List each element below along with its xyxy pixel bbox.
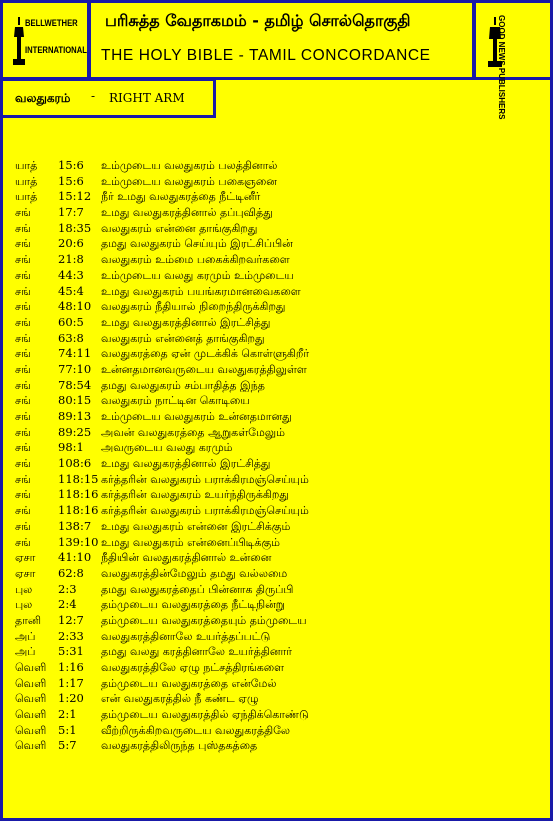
list-item bbox=[15, 738, 535, 754]
verse-reference: 21:8 bbox=[58, 252, 84, 267]
book-abbrev: சங் bbox=[15, 410, 31, 423]
verse-text: கர்த்தரின் வலதுகரம் உயர்ந்திருக்கிறது bbox=[101, 488, 289, 502]
verse-reference: 108:6 bbox=[58, 456, 92, 471]
verse-reference: 15:12 bbox=[58, 189, 92, 204]
verse-reference: 139:10 bbox=[58, 534, 99, 549]
book-abbrev: சங் bbox=[15, 253, 31, 267]
verse-text: வலதுகரம் என்னைத் தாங்குகிறது bbox=[101, 331, 265, 345]
book-abbrev: சங் bbox=[15, 284, 31, 298]
book-abbrev: சங் bbox=[15, 504, 31, 518]
verse-text: வலதுகரத்தின்மேலும் தமது வல்லமை bbox=[101, 566, 288, 580]
verse-reference: 1:17 bbox=[58, 675, 84, 690]
book-abbrev: வெளி bbox=[15, 739, 47, 753]
list-item bbox=[15, 346, 535, 362]
list-item bbox=[15, 629, 535, 645]
book-abbrev: சங் bbox=[15, 347, 31, 361]
list-item bbox=[15, 440, 535, 456]
verse-text: என் வலதுகரத்தில் நீ கண்ட ஏழு bbox=[101, 692, 259, 706]
verse-text: தமது வலதுகரம் செய்யும் இரட்சிப்பின் bbox=[101, 237, 293, 251]
book-abbrev: புல bbox=[15, 582, 33, 596]
verse-text: வலதுகரத்தினாலே உயர்த்தப்பட்டு bbox=[101, 629, 271, 643]
verse-reference: 62:8 bbox=[58, 565, 84, 580]
verse-text: தமது வலது கரத்தினாலே உயர்த்தினார் bbox=[101, 645, 292, 659]
list-item bbox=[15, 613, 535, 629]
good-news-logo bbox=[473, 0, 553, 120]
verse-text: உமது வலதுகரத்தினால் இரட்சித்து bbox=[101, 315, 271, 329]
list-item bbox=[15, 691, 535, 707]
book-abbrev: வெளி bbox=[15, 676, 47, 690]
verse-text: நீர் உமது வலதுகரத்தை நீட்டினீர் bbox=[101, 190, 261, 204]
subject-box bbox=[0, 78, 216, 118]
verse-reference: 1:16 bbox=[58, 660, 84, 674]
verse-text: கர்த்தரின் வலதுகரம் பராக்கிரமஞ்செய்யும் bbox=[101, 504, 309, 518]
bellwether-emblem-icon bbox=[13, 17, 25, 67]
book-abbrev: சங் bbox=[15, 394, 31, 408]
verse-text: உம்முடைய வலதுகரம் உன்னதமானது bbox=[101, 410, 292, 423]
book-abbrev: வெளி bbox=[15, 708, 47, 722]
list-item bbox=[15, 503, 535, 519]
book-abbrev: சங் bbox=[15, 221, 31, 235]
verse-text: உமது வலதுகரம் என்னை இரட்சிக்கும் bbox=[101, 519, 291, 533]
list-item bbox=[15, 582, 535, 598]
list-item bbox=[15, 174, 535, 190]
verse-reference: 138:7 bbox=[58, 518, 92, 533]
title-tamil: பரிசுத்த வேதாகமம் - தமிழ் சொல்தொகுதி bbox=[105, 11, 411, 30]
book-abbrev: சங் bbox=[15, 519, 31, 533]
verse-reference: 74:11 bbox=[58, 346, 92, 361]
concordance-list bbox=[15, 158, 535, 754]
verse-text: அவருடைய வலது கரமும் bbox=[101, 441, 233, 455]
verse-reference: 5:7 bbox=[58, 738, 77, 753]
list-item bbox=[15, 268, 535, 284]
verse-text: வலதுகரம் என்னை தாங்குகிறது bbox=[101, 221, 258, 235]
bellwether-logo-text bbox=[25, 17, 87, 57]
verse-reference: 20:6 bbox=[58, 236, 84, 251]
verse-reference: 12:7 bbox=[58, 612, 84, 627]
book-abbrev: ஏசா bbox=[15, 566, 36, 580]
verse-text: கர்த்தரின் வலதுகரம் பராக்கிரமஞ்செய்யும் bbox=[101, 472, 309, 486]
verse-text: உம்முடைய வலது கரமும் உம்முடைய bbox=[101, 268, 294, 282]
verse-reference: 15:6 bbox=[58, 173, 84, 188]
list-item bbox=[15, 284, 535, 300]
book-abbrev: அப் bbox=[15, 629, 36, 643]
verse-reference: 48:10 bbox=[58, 299, 92, 314]
verse-text: உமது வலதுகரம் என்னைப்பிடிக்கும் bbox=[101, 535, 281, 549]
verse-reference: 5:31 bbox=[58, 644, 84, 659]
book-abbrev: சங் bbox=[15, 488, 31, 502]
list-item bbox=[15, 707, 535, 723]
verse-text: தம்முடைய வலதுகரத்தை நீட்டிநின்று bbox=[101, 598, 286, 612]
verse-reference: 89:25 bbox=[58, 424, 92, 439]
verse-text: தம்முடைய வலதுகரத்தையும் தம்முடைய bbox=[101, 613, 307, 627]
list-item bbox=[15, 566, 535, 582]
list-item bbox=[15, 236, 535, 252]
verse-text: வலதுகரத்தை ஏன் முடக்கிக் கொள்ளுகிறீர் bbox=[101, 347, 310, 361]
verse-text: உமது வலதுகரம் பயங்கரமானவைகளை bbox=[101, 284, 301, 298]
good-news-logo-label: GOOD NEWS PUBLISHERS bbox=[497, 15, 506, 120]
list-item bbox=[15, 378, 535, 394]
book-abbrev: சங் bbox=[15, 457, 31, 471]
book-abbrev: சங் bbox=[15, 331, 31, 345]
book-abbrev: வெளி bbox=[15, 723, 47, 737]
list-item bbox=[15, 535, 535, 551]
list-item bbox=[15, 221, 535, 237]
book-abbrev: சங் bbox=[15, 315, 31, 329]
verse-text: உம்முடைய வலதுகரம் பகைஞனை bbox=[101, 174, 277, 188]
verse-reference: 5:1 bbox=[58, 722, 77, 737]
book-abbrev: சங் bbox=[15, 300, 31, 314]
verse-text: உமது வலதுகரத்தினால் இரட்சித்து bbox=[101, 457, 271, 471]
list-item bbox=[15, 660, 535, 676]
verse-text: வலதுகரம் நாட்டின கொடியை bbox=[101, 394, 250, 408]
book-abbrev: சங் bbox=[15, 378, 31, 392]
book-abbrev: சங் bbox=[15, 362, 31, 376]
book-abbrev: ஏசா bbox=[15, 551, 36, 565]
book-abbrev: அப் bbox=[15, 645, 36, 659]
verse-text: தமது வலதுகரம் சம்பாதித்த இந்த bbox=[101, 378, 265, 392]
list-item bbox=[15, 456, 535, 472]
verse-reference: 41:10 bbox=[58, 550, 92, 565]
list-item bbox=[15, 472, 535, 488]
book-abbrev: சங் bbox=[15, 237, 31, 251]
verse-reference: 15:6 bbox=[58, 158, 84, 172]
list-item bbox=[15, 597, 535, 613]
subject-dash: - bbox=[91, 89, 96, 103]
verse-reference: 80:15 bbox=[58, 393, 92, 408]
verse-text: நீதியின் வலதுகரத்தினால் உன்னை bbox=[101, 551, 272, 565]
verse-reference: 118:16 bbox=[58, 503, 99, 518]
list-item bbox=[15, 205, 535, 221]
book-abbrev: யாத் bbox=[15, 159, 38, 172]
verse-text: வலதுகரத்திலே ஏழு நட்சத்திரங்களை bbox=[101, 661, 285, 674]
verse-reference: 18:35 bbox=[58, 220, 92, 235]
list-item bbox=[15, 644, 535, 660]
verse-text: தம்முடைய வலதுகரத்தை என்மேல் bbox=[101, 676, 277, 690]
verse-text: உம்முடைய வலதுகரம் பலத்தினால் bbox=[101, 159, 278, 172]
list-item bbox=[15, 189, 535, 205]
list-item bbox=[15, 519, 535, 535]
verse-reference: 2:3 bbox=[58, 581, 77, 596]
list-item bbox=[15, 393, 535, 409]
verse-reference: 45:4 bbox=[58, 283, 84, 298]
book-abbrev: சங் bbox=[15, 535, 31, 549]
verse-text: வலதுகரத்திலிருந்த புஸ்தகத்தை bbox=[101, 739, 258, 753]
list-item bbox=[15, 362, 535, 378]
book-abbrev: வெளி bbox=[15, 692, 47, 706]
verse-text: தம்முடைய வலதுகரத்தில் ஏந்திக்கொண்டு bbox=[101, 708, 309, 722]
verse-reference: 2:1 bbox=[58, 707, 77, 722]
verse-reference: 44:3 bbox=[58, 267, 84, 282]
verse-reference: 89:13 bbox=[58, 409, 92, 423]
subject-tamil: வலதுகரம் bbox=[15, 91, 71, 105]
book-abbrev: யாத் bbox=[15, 174, 38, 188]
list-item bbox=[15, 550, 535, 566]
title-english: THE HOLY BIBLE - TAMIL CONCORDANCE bbox=[101, 47, 431, 64]
verse-text: உமது வலதுகரத்தினால் தப்புவித்து bbox=[101, 206, 273, 220]
verse-reference: 118:16 bbox=[58, 487, 99, 502]
book-abbrev: சங் bbox=[15, 268, 31, 282]
list-item bbox=[15, 676, 535, 692]
verse-reference: 98:1 bbox=[58, 440, 84, 455]
list-item bbox=[15, 723, 535, 739]
verse-text: உன்னதமானவருடைய வலதுகரத்திலுள்ள bbox=[101, 362, 307, 376]
verse-reference: 77:10 bbox=[58, 361, 92, 376]
subject-english: RIGHT ARM bbox=[109, 91, 185, 105]
list-item bbox=[15, 331, 535, 347]
bellwether-logo bbox=[0, 0, 90, 80]
list-item bbox=[15, 252, 535, 268]
book-abbrev: தானி bbox=[15, 613, 42, 627]
list-item bbox=[15, 409, 535, 425]
verse-reference: 60:5 bbox=[58, 314, 84, 329]
verse-reference: 17:7 bbox=[58, 205, 84, 220]
list-item bbox=[15, 487, 535, 503]
verse-reference: 1:20 bbox=[58, 691, 84, 706]
logo-line-2: INTERNATIONAL bbox=[25, 45, 87, 55]
verse-reference: 2:4 bbox=[58, 597, 77, 612]
list-item bbox=[15, 158, 535, 174]
verse-reference: 63:8 bbox=[58, 330, 84, 345]
verse-text: அவன் வலதுகரத்தை ஆறுகள்மேலும் bbox=[101, 425, 285, 439]
verse-text: வீற்றிருக்கிறவருடைய வலதுகரத்திலே bbox=[101, 723, 291, 737]
list-item bbox=[15, 425, 535, 441]
verse-text: வலதுகரம் நீதியால் நிறைந்திருக்கிறது bbox=[101, 300, 286, 314]
verse-text: வலதுகரம் உம்மை பகைக்கிறவர்களை bbox=[101, 253, 290, 267]
list-item bbox=[15, 299, 535, 315]
verse-reference: 118:15 bbox=[58, 471, 99, 486]
book-abbrev: வெளி bbox=[15, 661, 47, 674]
book-abbrev: சங் bbox=[15, 472, 31, 486]
title-box bbox=[88, 0, 475, 80]
book-abbrev: புல bbox=[15, 598, 33, 612]
good-news-logo-text bbox=[454, 15, 508, 120]
verse-reference: 2:33 bbox=[58, 628, 84, 643]
book-abbrev: யாத் bbox=[15, 190, 38, 204]
verse-text: தமது வலதுகரத்தைப் பின்னாக திருப்பி bbox=[101, 582, 294, 596]
book-abbrev: சங் bbox=[15, 425, 31, 439]
verse-reference: 78:54 bbox=[58, 377, 92, 392]
book-abbrev: சங் bbox=[15, 206, 31, 220]
list-item bbox=[15, 315, 535, 331]
logo-line-1: BELLWETHER bbox=[25, 18, 78, 28]
book-abbrev: சங் bbox=[15, 441, 31, 455]
